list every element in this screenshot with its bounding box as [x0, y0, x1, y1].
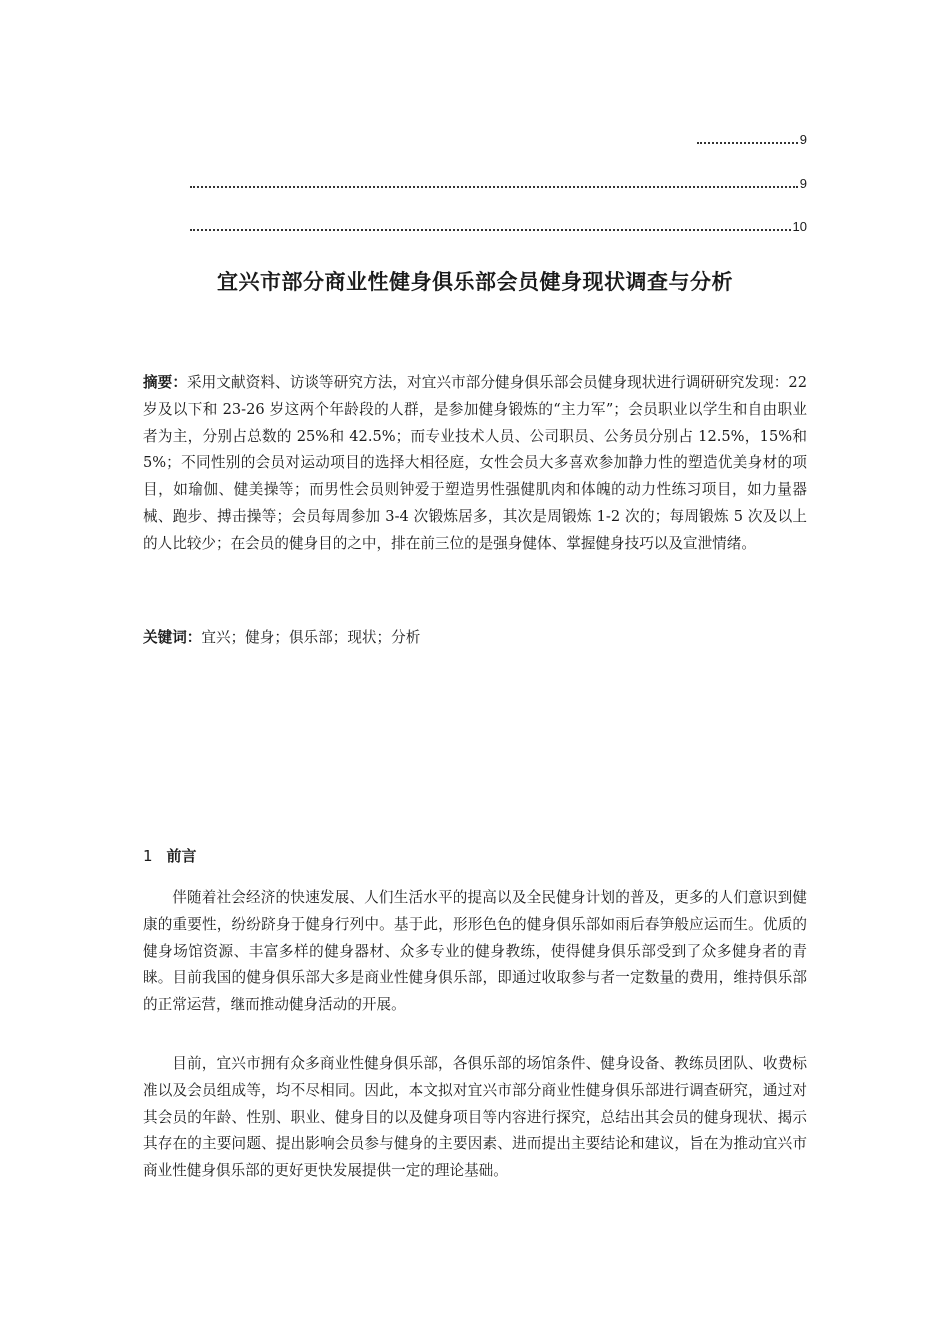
keywords-text: 宜兴；健身；俱乐部；现状；分析 — [201, 629, 421, 646]
toc-leader-dots — [190, 229, 791, 231]
section-title: 前言 — [166, 847, 197, 865]
keywords — [143, 625, 807, 652]
document-title: 宜兴市部分商业性健身俱乐部会员健身现状调查与分析 — [217, 270, 733, 294]
section-number: 1 — [143, 847, 153, 865]
toc-entry[interactable] — [697, 128, 807, 148]
abstract — [143, 370, 807, 558]
abstract-label: 摘要： — [143, 374, 188, 391]
body-paragraph: 目前，宜兴市拥有众多商业性健身俱乐部，各俱乐部的场馆条件、健身设备、教练员团队、收费标准以及会员组成等，均不尽相同。因此，本文拟对宜兴市部分商业性健身俱乐部进行调查研究，通过对其会员的年龄、性别、职业、健身目的以及健身项目等内容进行探究，总结出其会员的健身现状、揭示其存在的主要问题、提出影响会员参与健身的主要因素、进而提出主要结论和建议，旨在为推动宜兴市商业性健身俱乐部的更好更快发展提供一定的理论基础。 — [143, 1055, 807, 1180]
toc-leader-dots — [697, 142, 798, 144]
keywords-label: 关键词： — [143, 629, 202, 646]
section-heading — [143, 845, 197, 866]
toc-entry[interactable] — [190, 172, 807, 192]
toc-leader-dots — [190, 186, 798, 188]
toc-page-number: 9 — [799, 176, 807, 191]
toc-page-number: 9 — [799, 132, 807, 147]
body-paragraph: 伴随着社会经济的快速发展、人们生活水平的提高以及全民健身计划的普及，更多的人们意识到健康的重要性，纷纷跻身于健身行列中。基于此，形形色色的健身俱乐部如雨后春笋般应运而生。优质的健身场馆资源、丰富多样的健身器材、众多专业的健身教练，使得健身俱乐部受到了众多健身者的青睐。目前我国的健身俱乐部大多是商业性健身俱乐部，即通过收取参与者一定数量的费用，维持俱乐部的正常运营，继而推动健身活动的开展。 — [143, 889, 807, 1014]
toc-entry[interactable] — [190, 215, 807, 235]
toc-page-number: 10 — [792, 219, 807, 234]
abstract-text: 采用文献资料、访谈等研究方法，对宜兴市部分健身俱乐部会员健身现状进行调研研究发现：22 岁及以下和 23-26 岁这两个年龄段的人群，是参加健身锻炼的“主力军”；会员职业以学生和自由职业者为主，分别占总数的 25%和 42.5%；而专业技术人员、公司职员、公务员分别占 12.5%，15%和 5%；不同性别的会员对运动项目的选择大相径庭，女性会员大多喜欢参加静力性的塑造优美身材的项目，如瑜伽、健美操等；而男性会员则钟爱于塑造男性强健肌肉和体魄的动力性练习项目，如力量器械、跑步、搏击操等；会员每周参加 3-4 次锻炼居多，其次是周锻炼 1-2 次的；每周锻炼 5 次及以上的人比较少；在会员的健身目的之中，排在前三位的是强身健体、掌握健身技巧以及宣泄情绪。 — [143, 374, 807, 552]
